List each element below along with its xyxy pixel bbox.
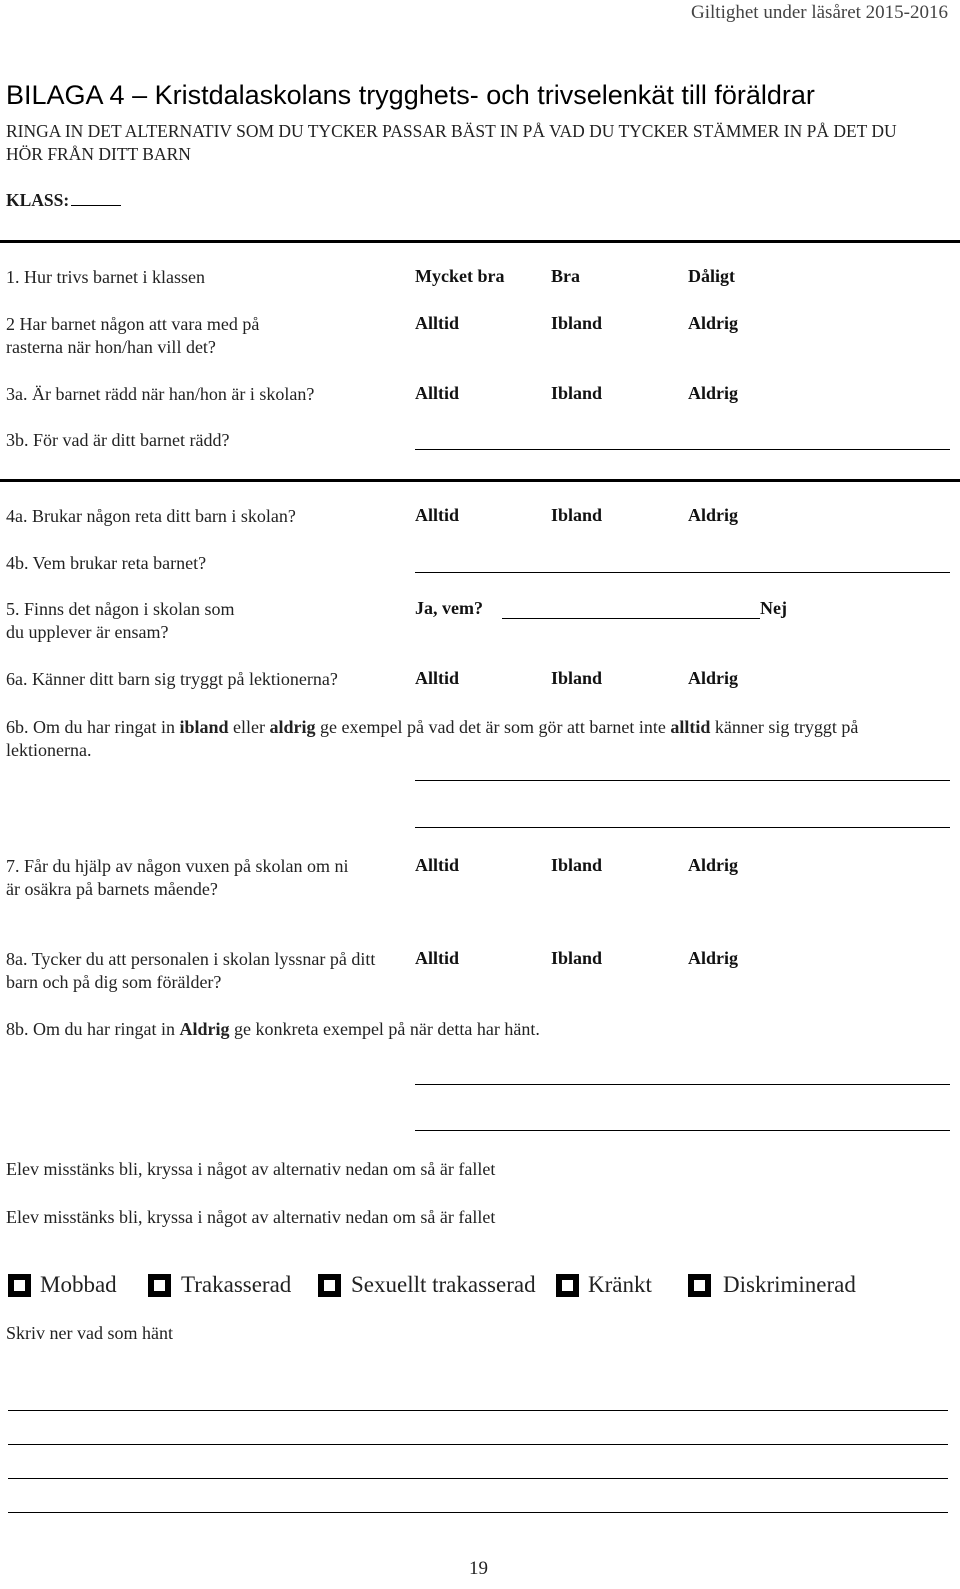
klass-field[interactable] xyxy=(6,190,121,211)
q8a-option-2[interactable]: Ibland xyxy=(551,948,603,968)
write-line-4[interactable] xyxy=(8,1512,948,1513)
q4b-answer-line[interactable] xyxy=(415,572,950,573)
q6a-option-3[interactable]: Aldrig xyxy=(688,668,739,688)
checkbox-icon[interactable] xyxy=(556,1274,579,1297)
suspect-instruction-2: Elev misstänks bli, kryssa i något av alternativ nedan om så är fallet xyxy=(6,1207,496,1227)
checkbox-trakasserad[interactable] xyxy=(148,1272,291,1298)
q5-yes-option[interactable]: Ja, vem? xyxy=(415,598,483,618)
q4a-option-1[interactable]: Alltid xyxy=(415,505,460,525)
question-6b: 6b. Om du har ringat in ibland eller aldrig ge exempel på vad det är som gör att barnet inte alltid känner sig tryggt på lektionerna. xyxy=(6,717,859,760)
question-3b: 3b. För vad är ditt barnet rädd? xyxy=(6,430,230,450)
checkbox-mobbad[interactable] xyxy=(8,1272,117,1298)
q1-option-2[interactable]: Bra xyxy=(551,266,580,286)
question-8a: 8a. Tycker du att personalen i skolan lyssnar på ditt barn och på dig som förälder? xyxy=(6,949,376,992)
write-line-2[interactable] xyxy=(8,1444,948,1445)
q5-who-line[interactable] xyxy=(502,618,760,619)
question-4a: 4a. Brukar någon reta ditt barn i skolan? xyxy=(6,506,296,526)
q4a-option-2[interactable]: Ibland xyxy=(551,505,603,525)
checkbox-diskriminerad[interactable] xyxy=(688,1272,856,1298)
write-line-1[interactable] xyxy=(8,1410,948,1411)
q8a-option-1[interactable]: Alltid xyxy=(415,948,460,968)
q8b-answer-line-1[interactable] xyxy=(415,1084,950,1085)
q4a-option-3[interactable]: Aldrig xyxy=(688,505,739,525)
q2-option-2[interactable]: Ibland xyxy=(551,313,603,333)
checkbox-icon[interactable] xyxy=(8,1274,31,1297)
klass-blank[interactable] xyxy=(71,191,121,206)
question-2: 2 Har barnet någon att vara med på rasterna när hon/han vill det? xyxy=(6,314,260,357)
checkbox-icon[interactable] xyxy=(318,1274,341,1297)
checkbox-sexuellt-trakasserad[interactable] xyxy=(318,1272,536,1298)
question-6a: 6a. Känner ditt barn sig tryggt på lektionerna? xyxy=(6,669,338,689)
checkbox-label-trakasserad: Trakasserad xyxy=(181,1272,292,1297)
klass-label: KLASS: xyxy=(6,190,70,210)
section-divider xyxy=(0,479,960,482)
write-prompt: Skriv ner vad som hänt xyxy=(6,1323,173,1343)
checkbox-icon[interactable] xyxy=(148,1274,171,1297)
validity-header: Giltighet under läsåret 2015-2016 xyxy=(691,2,948,23)
suspect-instruction-1: Elev misstänks bli, kryssa i något av alternativ nedan om så är fallet xyxy=(6,1159,496,1179)
question-3a: 3a. Är barnet rädd när han/hon är i skolan? xyxy=(6,384,315,404)
q2-option-3[interactable]: Aldrig xyxy=(688,313,739,333)
checkbox-label-diskriminerad: Diskriminerad xyxy=(723,1272,856,1297)
q3a-option-1[interactable]: Alltid xyxy=(415,383,460,403)
checkbox-icon[interactable] xyxy=(688,1274,711,1297)
q3b-answer-line[interactable] xyxy=(415,449,950,450)
question-5: 5. Finns det någon i skolan som du upplever är ensam? xyxy=(6,599,235,642)
q2-option-1[interactable]: Alltid xyxy=(415,313,460,333)
q6b-answer-line-1[interactable] xyxy=(415,780,950,781)
q3a-option-2[interactable]: Ibland xyxy=(551,383,603,403)
write-line-3[interactable] xyxy=(8,1478,948,1479)
question-4b: 4b. Vem brukar reta barnet? xyxy=(6,553,207,573)
q5-no-option[interactable]: Nej xyxy=(760,598,787,618)
page-number: 19 xyxy=(469,1558,488,1579)
instruction-text: RINGA IN DET ALTERNATIV SOM DU TYCKER PASSAR BÄST IN PÅ VAD DU TYCKER STÄMMER IN PÅ DET DU HÖR FRÅN DITT BARN xyxy=(6,121,897,164)
question-7: 7. Får du hjälp av någon vuxen på skolan om ni är osäkra på barnets mående? xyxy=(6,856,349,899)
checkbox-label-krankt: Kränkt xyxy=(588,1272,652,1297)
checkbox-krankt[interactable] xyxy=(556,1272,652,1298)
q7-option-1[interactable]: Alltid xyxy=(415,855,460,875)
section-divider xyxy=(0,240,960,243)
page-title: BILAGA 4 – Kristdalaskolans trygghets- och trivselenkät till föräldrar xyxy=(6,80,815,110)
question-8b: 8b. Om du har ringat in Aldrig ge konkreta exempel på när detta har hänt. xyxy=(6,1019,540,1039)
q1-option-1[interactable]: Mycket bra xyxy=(415,266,505,286)
checkbox-label-mobbad: Mobbad xyxy=(40,1272,117,1297)
question-1: 1. Hur trivs barnet i klassen xyxy=(6,267,205,287)
q1-option-3[interactable]: Dåligt xyxy=(688,266,735,286)
q3a-option-3[interactable]: Aldrig xyxy=(688,383,739,403)
checkbox-label-sexuellt-trakasserad: Sexuellt trakasserad xyxy=(351,1272,536,1297)
q7-option-3[interactable]: Aldrig xyxy=(688,855,739,875)
q8a-option-3[interactable]: Aldrig xyxy=(688,948,739,968)
q6a-option-2[interactable]: Ibland xyxy=(551,668,603,688)
q8b-answer-line-2[interactable] xyxy=(415,1130,950,1131)
q6a-option-1[interactable]: Alltid xyxy=(415,668,460,688)
q7-option-2[interactable]: Ibland xyxy=(551,855,603,875)
q6b-answer-line-2[interactable] xyxy=(415,827,950,828)
